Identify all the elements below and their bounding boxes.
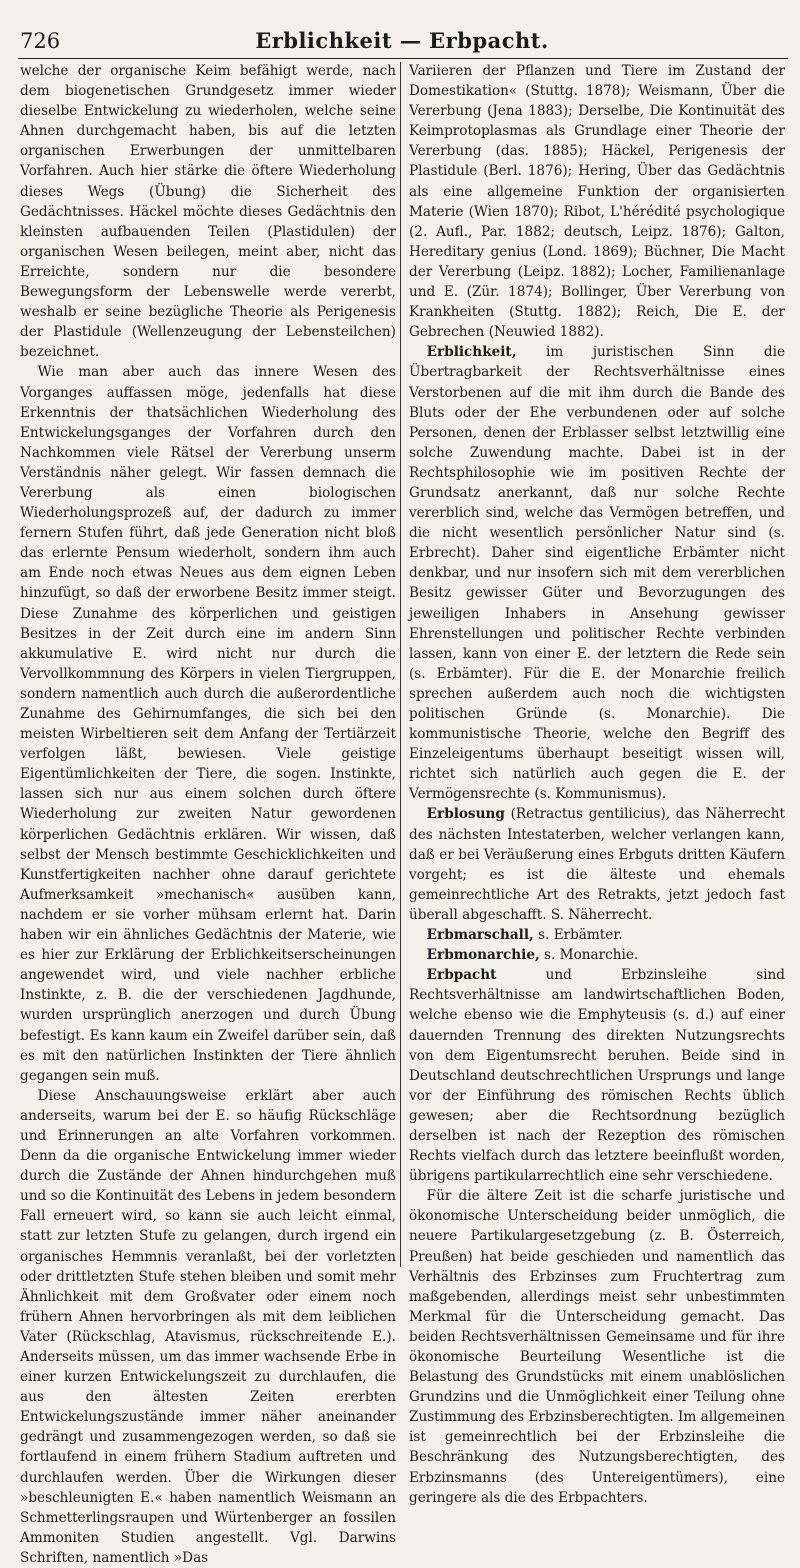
entry-erblichkeit (409, 342, 785, 804)
header-rule (18, 58, 788, 59)
entry-text: s. Monarchie. (539, 947, 639, 964)
paragraph: Wie man aber auch das innere Wesen des Vorganges auffassen möge, jedenfalls hat diese Erkenntnis der thatsächlichen Wiederholung des Entwickelungsganges der Vorfahren durch den Nachkommen viele Rätsel der Vererbung unserm Verständnis näher gelegt. Wir fassen demnach die Vererbung als einen biologischen Wiederholungsprozeß auf, der dadurch zu immer fernern Stufen führt, daß jede Generation nicht bloß das erlernte Pensum wiederholt, sondern ihm auch am Ende noch etwas Neues aus dem eignen Leben hinzufügt, so daß der erworbene Besitz immer steigt. Diese Zunahme des körperlichen und geistigen Besitzes in der Zeit durch eine im andern Sinn akkumulative E. wird nicht nur durch die Vervollkommnung des Körpers in vielen Tiergruppen, sondern namentlich auch durch die außerordentliche Zunahme des Gehirnumfanges, die sich bei den meisten Wirbeltieren seit dem Anfang der Tertiärzeit verfolgen läßt, bewiesen. Viele geistige Eigentümlichkeiten der Tiere, die sogen. Instinkte, lassen sich nur aus einem solchen durch öftere Wiederholung zur zweiten Natur gewordenen körperlichen Gedächtnis erklären. Wir wissen, daß selbst der Mensch bestimmte Geschicklichkeiten und Kunstfertigkeiten nachher ohne darauf gerichtete Aufmerksamkeit »mechanisch« ausüben kann, nachdem er sie vorher mühsam erlernt hat. Darin haben wir ein ähnliches Gedächtnis der Materie, wie es hier zur Erklärung der Erblichkeitserscheinungen angewendet wird, und viele nachher erbliche Instinkte, z. B. die der verschiedenen Jagdhunde, wurden ursprünglich anerzogen und durch Übung befestigt. Es kann kaum ein Zweifel darüber sein, daß es mit den natürlichen Instinkten der Tiere ähnlich gegangen sein muß. (20, 364, 396, 1084)
left-column (20, 61, 396, 1566)
paragraph: Für die ältere Zeit ist die scharfe juristische und ökonomische Unterscheidung beider unmöglich, die neuere Partikulargesetzgebung (z. B. Österreich, Preußen) hat beide geschieden und namentlich das Verhältnis des Erbzinses zum Fruchtertrag zum maßgebenden, allerdings meist sehr unbestimmten Merkmal für die Unterscheidung gemacht. Das beiden Rechtsverhältnissen Gemeinsame und für ihre ökonomische Beurteilung Wesentliche ist die Belastung des Grundstücks mit einem unablöslichen Grundzins und die Unmöglichkeit einer Teilung ohne Zustimmung des Erbzinsberechtigten. Im allgemeinen ist gemeinrechtlich bei der Erbzinsleihe die Beschränkung des Nutzungsberechtigten, des Erbzinsmanns (des Untereigentümers), eine geringere als die des Erbpachters. (409, 1188, 785, 1506)
entry-text: im juristischen Sinn die Übertragbarkeit der Rechtsverhältnisse eines Verstorbenen auf die mit ihm durch die Bande des Bluts oder der Ehe verbundenen oder auf solche Personen, denen der Erblasser selbst letztwillig eine solche Zuwendung machte. Dabei ist in der Rechtsphilosophie wie im positiven Rechte der Grundsatz anerkannt, daß nur solche Rechte vererblich sind, welche das Vermögen betreffen, und die nicht wesentlich persönlicher Natur sind (s. Erbrecht). Daher sind eigentliche Erbämter nicht denkbar, und nur insofern sich mit dem vererblichen Besitz gewisser Güter und Bevorzugungen des jeweiligen Inhabers in Ansehung gewisser Ehrenstellungen und politischer Rechte verbinden lassen, kann von einer E. der letztern die Rede sein (s. Erbämter). Für die E. der Monarchie freilich sprechen außerdem auch noch die wichtigsten politischen Gründe (s. Monarchie). Die kommunistische Theorie, welche den Begriff des Einzeleigentums überhaupt beseitigt wissen will, richtet sich natürlich auch gegen die E. der Vermögensrechte (s. Kommunismus). (409, 344, 785, 803)
entry-erbpacht (409, 965, 785, 1186)
right-column (409, 61, 785, 1506)
paragraph: Diese Anschauungsweise erklärt aber auch anderseits, warum bei der E. so häufig Rückschläge und Erinnerungen an alte Vorfahren vorkommen. Denn da die organische Entwickelung immer wieder durch die Zustände der Ahnen hindurchgehen muß und so die Kontinuität des Lebens in jedem besondern Fall erneuert wird, so kann sie auch leicht einmal, statt zur letzten Stufe zu gelangen, durch irgend ein organisches Hemmnis veranlaßt, bei der vorletzten oder drittletzten Stufe stehen bleiben und somit mehr Ähnlichkeit mit dem Großvater oder einem noch frühern Ahnen hervorbringen als mit dem leiblichen Vater (Rückschlag, Atavismus, rückschreitende E.). Anderseits müssen, um das immer wachsende Erbe in einer kurzen Entwickelungszeit zu durchlaufen, die aus den ältesten Zeiten ererbten Entwickelungszustände immer näher aneinander gedrängt und zusammengezogen werden, so daß sie fortlaufend in einem frühern Stadium auftreten und durchlaufen werden. Über die Wirkungen dieser »beschleunigten E.« haben namentlich Weismann an Schmetterlingsraupen und Würtenberger an fossilen Ammoniten Studien angestellt. Vgl. Darwins Schriften, namentlich »Das (20, 1087, 396, 1566)
entry-text: s. Erbämter. (533, 927, 623, 944)
entry-headword: Erbmarschall, (426, 927, 534, 944)
running-header (16, 28, 788, 54)
entry-headword: Erblosung (426, 806, 505, 823)
entry-erbmarschall (409, 925, 785, 945)
entry-text: (Retractus gentilicius), das Näherrecht des nächsten Intestaterben, welcher verlangen kann, daß er bei Veräußerung eines Erbguts dritten Käufern vorgeht; es ist die älteste und ehemals gemeinrechtliche Art des Retrakts, jetzt jedoch fast überall abgeschafft. S. Näherrecht. (409, 806, 785, 923)
entry-headword: Erblichkeit, (426, 344, 517, 361)
entry-headword: Erbmonarchie, (426, 947, 540, 964)
entry-headword: Erbpacht (426, 967, 497, 984)
bibliography: Variieren der Pflanzen und Tiere im Zustand der Domestikation« (Stuttg. 1878); Weismann, Über die Vererbung (Jena 1883); Derselbe, Die Kontinuität des Keimprotoplasmas als Grundlage einer Theorie der Vererbung (das. 1885); Häckel, Perigenesis der Plastidule (Berl. 1876); Hering, Über das Gedächtnis als eine allgemeine Funktion der organisierten Materie (Wien 1870); Ribot, L'hérédité psychologique (2. Aufl., Par. 1882; deutsch, Leipz. 1876); Galton, Hereditary genius (Lond. 1869); Büchner, Die Macht der Vererbung (Leipz. 1882); Locher, Familienanlage und E. (Zür. 1874); Bollinger, Über Vererbung von Krankheiten (Stuttg. 1882); Reich, Die E. der Gebrechen (Neuwied 1882). (409, 63, 785, 341)
page-number: 726 (20, 29, 61, 53)
running-title: Erblichkeit — Erbpacht. (255, 28, 549, 53)
entry-text: und Erbzinsleihe sind Rechtsverhältnisse am landwirtschaftlichen Boden, welche ebenso wie die Emphyteusis (s. d.) auf einer dauernden Trennung des direkten Nutzungsrechts von dem Eigentumsrecht beruhen. Beide sind in Deutschland deutschrechtlichen Ursprungs und lange vor der Einführung des römischen Rechts üblich gewesen; aber die Rechtsordnung bezüglich derselben ist nach der Rezeption des römischen Rechts vielfach durch das letztere beeinflußt worden, übrigens partikularrechtlich eine sehr verschiedene. (409, 967, 785, 1185)
paragraph: welche der organische Keim befähigt werde, nach dem biogenetischen Grundgesetz immer wieder dieselbe Entwickelung zu wiederholen, welche seine Ahnen durchgemacht haben, bis auf die letzten organischen Erwerbungen der unmittelbaren Vorfahren. Auch hier stärke die öftere Wiederholung dieses Wegs (Übung) die Sicherheit des Gedächtnisses. Häckel möchte dieses Gedächtnis den kleinsten aufbauenden Teilen (Plastidulen) der organischen Wesen beilegen, meint aber, nicht das Erreichte, sondern nur die besondere Bewegungsform der Lebenswelle werde vererbt, weshalb er seine bezügliche Theorie als Perigenesis der Plastidule (Wellenzeugung der Lebensteilchen) bezeichnet. (20, 63, 396, 361)
column-divider (400, 62, 401, 1267)
entry-erblosung (409, 804, 785, 925)
entry-erbmonarchie (409, 945, 785, 965)
